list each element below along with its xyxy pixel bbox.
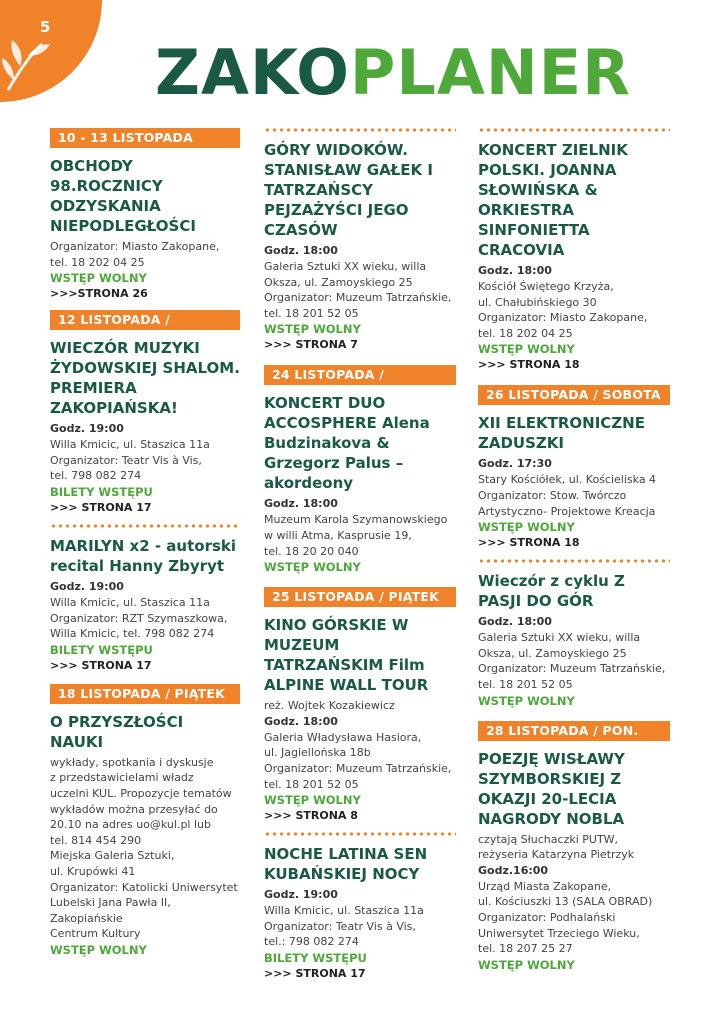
event-time: Godz. 18:00: [264, 714, 338, 728]
event-info: tel. 18 20 20 040: [264, 544, 359, 558]
date-band: 26 LISTOPADA / SOBOTA: [478, 385, 670, 405]
page-ref: >>> STRONA 7: [264, 338, 358, 352]
event-time: Godz.16:00: [478, 863, 549, 877]
event-info: Organizator: Miasto Zakopane,: [50, 240, 220, 253]
dotted-divider: [264, 128, 456, 132]
date-band: 18 LISTOPADA / PIĄTEK: [50, 684, 240, 704]
page-ref: >>> STRONA 18: [478, 536, 580, 550]
event: [478, 571, 670, 708]
event-time: Godz. 18:00: [264, 497, 338, 511]
entry-info: BILETY WSTĘPU: [50, 642, 153, 657]
event: [478, 413, 670, 551]
event-title: Wieczór z cyklu Z PASJI DO GÓR: [478, 572, 625, 611]
event-info: Organizator: Muzeum Tatrzańskie,: [264, 291, 452, 305]
event-time: Godz. 18:00: [264, 244, 338, 257]
dotted-divider: [478, 128, 670, 132]
event-info: Oksza, ul. Zamoyskiego 25: [478, 646, 627, 660]
event-info: tel.: 798 082 274: [264, 935, 359, 949]
event-title: MARILYN x2 - autorski recital Hanny Zbyryt: [50, 536, 237, 575]
event-info: Urząd Miasta Zakopane,: [478, 879, 612, 893]
dotted-divider: [264, 832, 456, 836]
event-time: Godz. 19:00: [264, 888, 338, 902]
date-band: 25 LISTOPADA / PIĄTEK: [264, 587, 456, 607]
event-info: Organizator: RZT Szymaszkowa,: [50, 611, 228, 625]
page-ref: >>> STRONA 17: [50, 500, 152, 514]
event-info: wykładów można przesyłać do: [50, 802, 218, 816]
event-time: Godz. 19:00: [50, 579, 124, 593]
page-ref: >>>STRONA 26: [50, 287, 148, 301]
entry-info: WSTĘP WOLNY: [50, 271, 147, 286]
page-ref: >>> STRONA 18: [478, 358, 580, 372]
event-info: reżyseria Katarzyna Pietrzyk: [478, 848, 635, 862]
dotted-divider: [478, 559, 670, 563]
event-info: ul. Kościuszki 13 (SALA OBRAD): [478, 895, 653, 909]
entry-info: WSTĘP WOLNY: [264, 793, 361, 808]
event-title: OBCHODY 98.ROCZNICY ODZYSKANIA NIEPODLEGŁOŚCI: [50, 157, 196, 235]
event-info: Organizator: Katolicki Uniwersytet: [50, 880, 238, 894]
date-band: 10 - 13 LISTOPADA: [50, 128, 240, 148]
page-ref: >>> STRONA 8: [264, 809, 358, 823]
event-info: tel. 18 201 52 05: [264, 777, 359, 791]
event-title: WIECZÓR MUZYKI ŻYDOWSKIEJ SHALOM. PREMIERA ZAKOPIAŃSKA!: [50, 339, 240, 418]
event-info: Galeria Sztuki XX wieku, willa: [478, 631, 641, 645]
column-2: [264, 128, 456, 982]
event-info: Organizator: Muzeum Tatrzańskie,: [478, 662, 666, 676]
entry-info: WSTĘP WOLNY: [478, 957, 575, 972]
event-title: KONCERT DUO ACCOSPHERE Alena Budzinakova & Grzegorz Palus – akordeony: [264, 394, 430, 493]
event-info: tel. 814 454 290: [50, 833, 142, 847]
event-info: w willi Atma, Kasprusie 19,: [264, 528, 412, 542]
entry-info: WSTĘP WOLNY: [264, 560, 361, 575]
event-info: Organizator: Teatr Vis à Vis,: [264, 919, 416, 933]
column-1: [50, 128, 240, 958]
event-info: tel. 18 201 52 05: [264, 306, 359, 320]
event: [50, 338, 240, 516]
date-band: 12 LISTOPADA / SOBOTA: [50, 310, 240, 330]
event-title: O PRZYSZŁOŚCI NAUKI: [50, 712, 184, 751]
event-info: Artystyczno- Projektowe Kreacja: [478, 504, 656, 518]
page-ref: >>> STRONA 17: [264, 966, 366, 980]
event-info: tel. 18 202 04 25: [478, 326, 573, 340]
event-info: uczelni KUL. Propozycje tematów: [50, 786, 232, 800]
entry-info: WSTĘP WOLNY: [478, 342, 575, 357]
event-title: NOCHE LATINA SEN KUBAŃSKIEJ NOCY: [264, 845, 428, 884]
page-number: 5: [40, 18, 51, 36]
event-info: 20.10 na adres uo@kul.pl lub: [50, 818, 211, 832]
event-info: Stary Kościółek, ul. Kościeliska 4: [478, 473, 657, 487]
event-info: Kościół Świętego Krzyża,: [478, 280, 614, 293]
entry-info: WSTĘP WOLNY: [478, 520, 575, 535]
event: [50, 712, 240, 958]
event-info: wykłady, spotkania i dyskusje: [50, 755, 214, 769]
event-info: ul. Krupówki 41: [50, 864, 136, 878]
event: [264, 615, 456, 824]
event-info: czytają Słuchaczki PUTW,: [478, 832, 619, 846]
event-info: tel. 18 201 52 05: [478, 677, 573, 691]
event-info: tel. 18 207 25 27: [478, 942, 573, 956]
event-info: Galeria Sztuki XX wieku, willa: [264, 260, 427, 273]
event-info: z przedstawicielami władz: [50, 771, 194, 785]
event-time: Godz. 19:00: [50, 422, 124, 436]
entry-info: WSTĘP WOLNY: [50, 942, 147, 957]
event-info: reż. Wojtek Kozakiewicz: [264, 699, 395, 713]
date-band: 28 LISTOPADA / PON.: [478, 721, 670, 741]
event-info: Willa Kmicic, ul. Staszica 11a: [264, 904, 424, 918]
entry-info: BILETY WSTĘPU: [264, 950, 367, 965]
event: [478, 749, 670, 973]
entry-info: BILETY WSTĘPU: [50, 484, 153, 499]
event-info: Organizator: Stow. Twórczo: [478, 488, 627, 502]
event: [264, 844, 456, 982]
event-info: ul. Chałubińskiego 30: [478, 295, 597, 309]
event-info: tel. 18 202 04 25: [50, 255, 145, 269]
event-time: Godz. 18:00: [478, 264, 552, 277]
event: [264, 393, 456, 575]
event-info: Organizator: Miasto Zakopane,: [478, 311, 648, 325]
event-info: Galeria Władysława Hasiora,: [264, 730, 422, 744]
logo-zako: ZAKO: [155, 36, 350, 109]
event-info: tel. 798 082 274: [50, 469, 142, 483]
column-3: [478, 128, 670, 973]
event-info: Miejska Galeria Sztuki,: [50, 849, 175, 863]
event-info: Willa Kmicic, ul. Staszica 11a: [50, 595, 210, 609]
event-info: Willa Kmicic, ul. Staszica 11a: [50, 438, 210, 452]
event-info: Centrum Kultury: [50, 927, 141, 941]
event: [50, 536, 240, 674]
event-title: KINO GÓRSKIE W MUZEUM TATRZAŃSKIM Film ALPINE WALL TOUR: [264, 616, 429, 695]
page-ref: >>> STRONA 17: [50, 658, 152, 672]
event: [50, 156, 240, 302]
event-info: Willa Kmicic, tel. 798 082 274: [50, 627, 215, 641]
event-info: Muzeum Karola Szymanowskiego: [264, 513, 448, 527]
event-time: Godz. 17:30: [478, 457, 552, 471]
event-time: Godz. 18:00: [478, 615, 552, 629]
corner-decoration: [0, 0, 102, 102]
event-title: GÓRY WIDOKÓW. STANISŁAW GAŁEK I TATRZAŃSCY PEJZAŻYŚCI JEGO CZASÓW: [264, 141, 433, 239]
event-info: Lubelski Jana Pawła II, Zakopiańskie: [50, 896, 171, 925]
event-info: Oksza, ul. Zamoyskiego 25: [264, 275, 413, 289]
entry-info: WSTĘP WOLNY: [264, 322, 361, 337]
event: [264, 140, 456, 353]
logo-planer: PLANER: [349, 36, 631, 109]
event-info: ul. Jagiellońska 18b: [264, 746, 371, 760]
event-title: XII ELEKTRONICZNE ZADUSZKI: [478, 414, 645, 453]
event-title: POEZJĘ WISŁAWY SZYMBORSKIEJ Z OKAZJI 20-LECIA NAGRODY NOBLA: [478, 749, 625, 828]
event-title: KONCERT ZIELNIK POLSKI. JOANNA SŁOWIŃSKA & ORKIESTRA SINFONIETTA CRACOVIA: [478, 141, 628, 259]
dotted-divider: [50, 524, 240, 528]
event-info: Organizator: Teatr Vis à Vis,: [50, 453, 202, 467]
date-band: 24 LISTOPADA / CZWARTEK: [264, 365, 456, 385]
event-info: Uniwersytet Trzeciego Wieku,: [478, 926, 640, 940]
zakoplaner-logo: [155, 34, 631, 109]
event-info: Organizator: Muzeum Tatrzańskie,: [264, 761, 452, 775]
event: [478, 140, 670, 373]
entry-info: WSTĘP WOLNY: [478, 693, 575, 708]
event-info: Organizator: Podhalański: [478, 910, 616, 924]
